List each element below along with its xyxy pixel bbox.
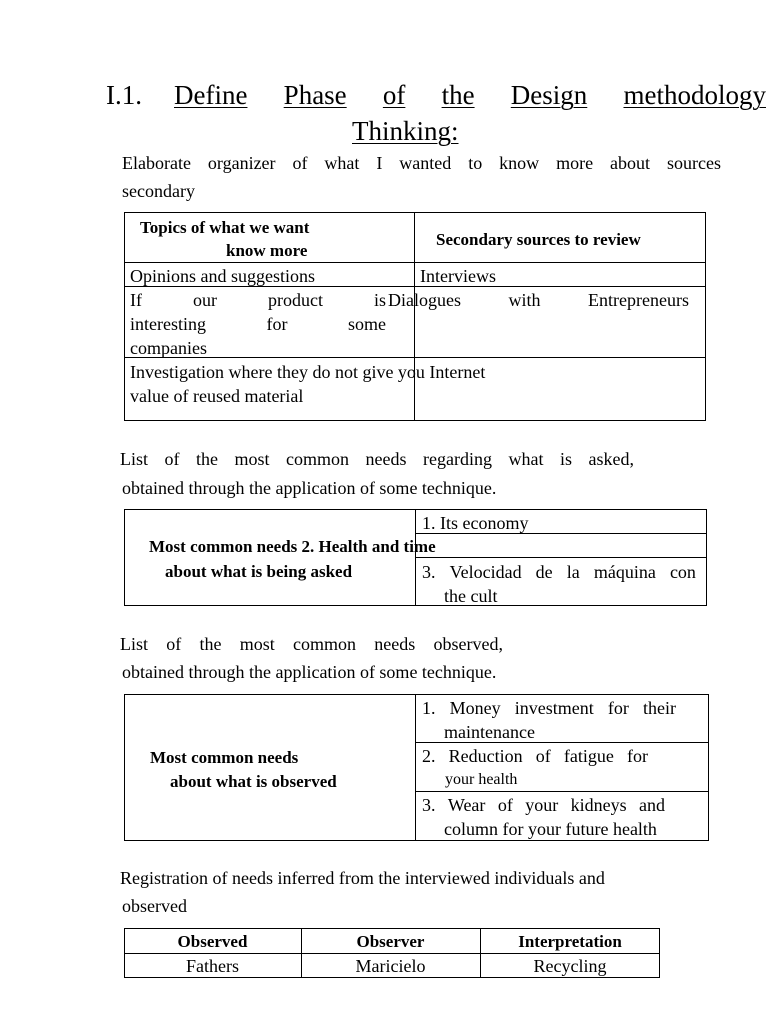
word: máquina [593,562,656,582]
table-cell [130,288,386,312]
word: is [559,449,572,469]
row-divider [124,357,706,358]
table-cell: Opinions and suggestions [130,266,316,286]
word: for [626,746,648,766]
column-header: Observer [356,932,425,951]
word: your [525,795,559,815]
word: con [669,562,696,582]
word: Elaborate [122,153,191,173]
need-item [422,560,696,584]
table-cell: Fathers [186,956,239,976]
table-cell: Interviews [420,266,496,286]
heading-word: of [382,80,406,110]
need-item: column for your future health [444,819,657,839]
table-cell [388,288,689,312]
column-header-sources: Secondary sources to review [436,230,641,249]
word: Dialogues [388,290,461,310]
column-divider [414,212,415,421]
word: of [164,449,180,469]
word: List [120,449,149,469]
table-cell: Maricielo [355,956,426,976]
word: common [286,449,350,469]
word: Reduction [448,746,523,766]
row-divider [415,557,707,558]
table-cell [130,312,386,336]
table-cell: Investigation where they do not give you Internet [130,362,486,382]
word: what [324,153,360,173]
word: Wear [447,795,486,815]
word: for [607,698,629,718]
word: of [292,153,308,173]
word: Money [449,698,501,718]
section3-intro-line2: obtained through the application of some technique. [122,662,497,682]
table-cell: Recycling [533,956,607,976]
word: organizer [207,153,276,173]
word: de [535,562,553,582]
section2-intro-line2: obtained through the application of some technique. [122,478,497,498]
column-header: Interpretation [518,932,622,951]
row-label: about what is being asked [165,562,353,581]
section3-intro-line1 [120,630,503,658]
word: know [499,153,540,173]
word: some [347,314,386,334]
heading-number: I.1. [106,80,142,110]
word: 1. [422,698,436,718]
heading-word: Define [174,80,248,110]
heading-word: Phase [283,80,347,110]
word: of [535,746,551,766]
word: wanted [399,153,452,173]
section1-intro-line1 [122,149,721,177]
word: for [266,314,288,334]
table-cell: value of reused material [130,386,304,406]
row-label: Most common needs 2. Health and time [149,537,436,556]
column-header-topics: Topics of what we want [140,218,310,237]
word: 2. [422,746,436,766]
need-item: maintenance [444,722,535,742]
word: If [130,290,142,310]
section4-intro-line2: observed [122,896,187,916]
word: asked, [588,449,634,469]
heading-word: methodology [623,80,766,110]
word: their [643,698,676,718]
column-divider [415,694,416,841]
word: common [293,634,357,654]
word: needs [374,634,416,654]
word: sources [666,153,721,173]
word: what [508,449,544,469]
word: 3. [422,795,436,815]
need-item: the cult [444,586,498,606]
word: and [638,795,665,815]
need-item: your health [445,771,518,788]
need-item [422,696,676,720]
heading-word: the [441,80,475,110]
word: with [508,290,541,310]
word: most [234,449,270,469]
word: the [196,449,219,469]
word: List [120,634,149,654]
heading-title-line1 [174,80,766,111]
word: observed, [433,634,503,654]
word: about [610,153,651,173]
word: of [497,795,513,815]
need-item [422,793,665,817]
row-label: Most common needs [150,748,299,767]
word: of [166,634,182,654]
section2-intro-line1 [120,445,634,473]
need-item: 1. Its economy [422,513,529,533]
word: the [199,634,222,654]
row-label: about what is observed [170,772,337,791]
word: more [556,153,594,173]
column-header: Observed [177,932,248,951]
word: Velocidad [449,562,522,582]
word: is [373,290,386,310]
word: investment [514,698,594,718]
word: product [268,290,323,310]
word: 3. [422,562,436,582]
word: la [566,562,580,582]
column-header-topics: know more [226,241,308,260]
heading-word: Design [510,80,588,110]
word: to [468,153,483,173]
word: our [193,290,217,310]
need-item [422,744,648,768]
section1-intro-line2: secondary [122,181,195,201]
section4-intro-line1: Registration of needs inferred from the interviewed individuals and [120,868,605,888]
heading-title-line2: Thinking: [352,116,459,146]
word: kidneys [570,795,627,815]
table-cell: companies [130,338,207,358]
word: I [376,153,383,173]
word: interesting [130,314,206,334]
word: regarding [423,449,492,469]
word: needs [365,449,407,469]
word: most [239,634,275,654]
row-divider [124,262,706,263]
word: fatigue [563,746,614,766]
word: Entrepreneurs [588,290,689,310]
